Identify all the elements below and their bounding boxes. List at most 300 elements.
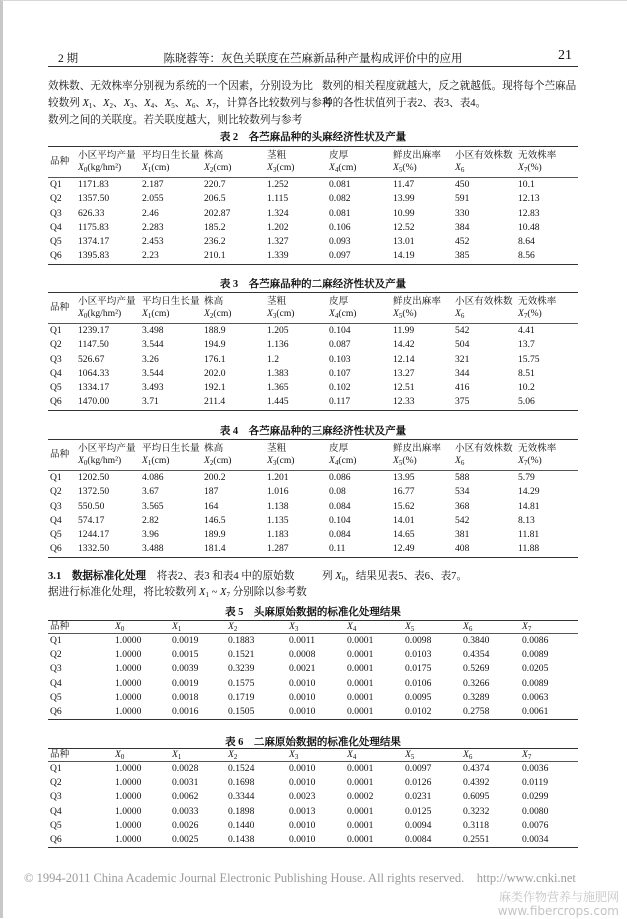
column-header	[520, 749, 578, 762]
variable: X	[463, 621, 469, 632]
column-header	[453, 147, 516, 178]
column-header	[327, 440, 391, 471]
value-cell: 3.488	[142, 543, 164, 555]
value-cell: 0.0001	[347, 635, 374, 646]
table-row	[48, 691, 578, 705]
variable-subscript: 0	[120, 753, 125, 761]
variety-cell: Q5	[50, 529, 62, 541]
unit: (cm)	[276, 308, 295, 319]
column-name: 平均日生长量	[142, 443, 200, 454]
value-cell: 0.0008	[289, 649, 316, 661]
issue-number: 2 期	[58, 53, 79, 65]
value-cell: 0.1575	[228, 677, 255, 689]
value-cell: 542	[455, 325, 470, 336]
variable: X	[393, 162, 399, 173]
value-cell: 591	[455, 193, 470, 205]
column-name: 茎粗	[267, 296, 287, 307]
value-cell: 1.0000	[115, 819, 142, 831]
cnki-link[interactable]: http://www.cnki.net	[476, 871, 576, 885]
unit: (cm)	[213, 162, 232, 173]
table-row	[48, 207, 578, 221]
variety-cell: Q5	[50, 819, 62, 831]
value-cell: 1175.83	[78, 221, 109, 233]
value-cell: 0.0103	[405, 649, 432, 661]
header-row	[48, 749, 578, 762]
value-cell: 0.0033	[172, 805, 199, 817]
value-cell: 5.79	[518, 472, 535, 483]
value-cell: 1.0000	[115, 691, 142, 703]
variable-subscript: 7	[523, 312, 528, 320]
value-cell: 1.287	[267, 543, 289, 555]
value-cell: 1.383	[267, 367, 289, 379]
column-name: 品种	[50, 621, 70, 632]
column-header	[265, 440, 327, 471]
value-cell: 0.081	[329, 179, 351, 190]
variable: X	[164, 98, 172, 109]
data-table-3	[48, 292, 578, 411]
watermark	[498, 890, 619, 918]
value-cell: 202.87	[204, 207, 231, 219]
value-cell: 164	[204, 500, 219, 512]
table-row	[48, 677, 578, 691]
value-cell: 0.0001	[347, 777, 374, 789]
text-run: 据进行标准化处理，将比较数列	[48, 587, 199, 598]
value-cell: 0.0106	[405, 677, 432, 689]
unit: (cm)	[213, 455, 232, 466]
table-row	[48, 662, 578, 676]
value-cell: 200.2	[204, 472, 226, 483]
column-header	[140, 440, 202, 471]
variable: X	[204, 308, 210, 319]
variable: X	[329, 162, 335, 173]
value-cell: 321	[455, 353, 470, 365]
variable-subscript: 0	[341, 575, 346, 583]
value-cell: 12.33	[393, 396, 415, 408]
column-name: 小区有效株数	[455, 150, 513, 161]
text-run: ，计算各比较数列与参考	[215, 98, 333, 109]
text-line	[48, 585, 307, 601]
variable-subscript: 1	[88, 102, 93, 110]
value-cell: 381	[455, 529, 470, 541]
value-cell: 0.4392	[463, 777, 490, 789]
column-header	[391, 293, 453, 324]
variable-subscript: 2	[233, 753, 238, 761]
section-3-1-left-column	[48, 569, 307, 601]
variable: X	[123, 98, 131, 109]
value-cell: 0.0034	[522, 834, 549, 846]
column-header	[265, 293, 327, 324]
value-cell: 10.1	[518, 179, 535, 190]
page-number: 21	[558, 48, 572, 63]
variety-cell: Q1	[50, 325, 62, 336]
column-header	[226, 749, 287, 762]
column-name: 皮厚	[329, 443, 349, 454]
value-cell: 0.2758	[463, 706, 490, 718]
variable: X	[204, 455, 210, 466]
variable-subscript: 0	[83, 312, 88, 320]
value-cell: 0.0080	[522, 805, 549, 817]
text-line	[322, 95, 578, 112]
value-cell: 452	[455, 236, 470, 248]
unit: (cm)	[151, 162, 170, 173]
value-cell: 0.0013	[289, 805, 316, 817]
variable-subscript: 4	[150, 102, 155, 110]
variable: X	[347, 749, 353, 760]
data-table-6	[48, 748, 578, 848]
value-cell: 416	[455, 382, 470, 394]
variable-subscript: 3	[294, 625, 299, 633]
unit: (kg/hm²)	[87, 162, 122, 173]
unit: (kg/hm²)	[87, 455, 122, 466]
value-cell: 11.88	[518, 543, 540, 555]
text-run: 、	[154, 98, 165, 109]
value-cell: 0.084	[329, 529, 351, 541]
value-cell: 1147.50	[78, 339, 109, 351]
value-cell: 1332.50	[78, 543, 110, 555]
watermark-line-2: www.fibercrops.com	[497, 904, 619, 918]
variable-subscript: 1	[147, 166, 152, 174]
unit: (cm)	[151, 455, 170, 466]
header-row	[48, 440, 578, 471]
value-cell: 2.055	[142, 193, 164, 205]
copyright-footer	[24, 871, 576, 886]
value-cell: 0.106	[329, 221, 351, 233]
value-cell: 0.0095	[405, 691, 432, 703]
value-cell: 14.29	[518, 486, 540, 498]
column-header	[516, 440, 578, 471]
header-row	[48, 147, 578, 178]
variable-subscript: 0	[120, 625, 125, 633]
value-cell: 1.0000	[115, 649, 142, 661]
variable: X	[172, 621, 178, 632]
unit: (%)	[402, 162, 417, 173]
value-cell: 0.0076	[522, 819, 549, 831]
variety-cell: Q4	[50, 805, 62, 817]
value-cell: 0.086	[329, 472, 351, 483]
value-cell: 1374.17	[78, 236, 110, 248]
variable-subscript: 5	[398, 312, 403, 320]
text-run: 、	[174, 98, 186, 109]
unit: (cm)	[338, 308, 357, 319]
value-cell: 10.2	[518, 382, 535, 394]
column-header	[140, 147, 202, 178]
variable: X	[347, 621, 353, 632]
column-name: 皮厚	[329, 296, 349, 307]
column-header	[202, 293, 265, 324]
value-cell: 2.187	[142, 179, 164, 190]
value-cell: 181.4	[204, 543, 226, 555]
value-cell: 14.42	[393, 339, 415, 351]
variety-cell: Q1	[50, 763, 62, 774]
variety-cell: Q4	[50, 221, 62, 233]
value-cell: 13.7	[518, 339, 535, 351]
value-cell: 0.0019	[172, 635, 199, 646]
table-row	[48, 528, 578, 542]
column-header	[76, 440, 140, 471]
column-name: 品种	[50, 156, 70, 167]
variable: X	[405, 749, 411, 760]
value-cell: 0.082	[329, 193, 351, 205]
value-cell: 0.1719	[228, 691, 255, 703]
variety-cell: Q3	[50, 791, 62, 803]
column-header	[345, 621, 403, 634]
variable: X	[78, 455, 84, 466]
variable: X	[219, 587, 227, 598]
value-cell: 1.0000	[115, 777, 142, 789]
value-cell: 1.0000	[115, 805, 142, 817]
value-cell: 408	[455, 543, 470, 555]
value-cell: 11.99	[393, 325, 415, 336]
variable-subscript: 2	[209, 312, 214, 320]
variable: X	[463, 749, 469, 760]
variable: X	[82, 98, 89, 109]
variable-subscript: 7	[523, 459, 528, 467]
variable: X	[228, 749, 234, 760]
variable-subscript: 2	[209, 459, 214, 467]
variable-subscript: 3	[294, 753, 299, 761]
value-cell: 1.0000	[115, 663, 142, 675]
value-cell: 1395.83	[78, 250, 110, 262]
column-header	[327, 147, 391, 178]
value-cell: 368	[455, 500, 470, 512]
column-header	[113, 749, 170, 762]
column-header	[48, 749, 113, 762]
table-caption: 表 6 二麻原始数据的标准化处理结果	[225, 737, 401, 748]
value-cell: 542	[455, 514, 470, 526]
value-cell: 344	[455, 367, 470, 379]
value-cell: 0.6095	[463, 791, 490, 803]
column-name: 茎粗	[267, 150, 287, 161]
value-cell: 3.544	[142, 339, 164, 351]
variable-subscript: 1	[147, 312, 152, 320]
value-cell: 1.183	[267, 529, 289, 541]
value-cell: 1.115	[267, 193, 289, 205]
value-cell: 11.47	[393, 179, 415, 190]
value-cell: 4.086	[142, 472, 164, 483]
variable: X	[522, 621, 528, 632]
value-cell: 8.56	[518, 250, 535, 262]
column-header	[170, 749, 226, 762]
variable-subscript: 2	[209, 166, 214, 174]
column-header	[453, 293, 516, 324]
unit: (%)	[402, 455, 417, 466]
table-row	[48, 833, 578, 848]
value-cell: 210.1	[204, 250, 226, 262]
value-cell: 1.016	[267, 486, 289, 498]
variable-subscript: 7	[527, 625, 532, 633]
variable-subscript: 1	[205, 591, 209, 599]
value-cell: 1202.50	[78, 472, 110, 483]
value-cell: 8.51	[518, 367, 535, 379]
value-cell: 1.0000	[115, 706, 142, 718]
variable-subscript: 3	[272, 459, 277, 467]
value-cell: 3.565	[142, 500, 164, 512]
column-header	[170, 621, 226, 634]
table-row	[48, 542, 578, 557]
text-run: 数列的相关程度就越大，反之就越低。现将每个苎麻品	[322, 81, 577, 92]
text-run: 、	[92, 98, 104, 109]
variable-subscript: 6	[460, 166, 465, 174]
column-header	[76, 147, 140, 178]
value-cell: 0.107	[329, 367, 351, 379]
value-cell: 3.96	[142, 529, 159, 541]
column-header	[461, 621, 520, 634]
variable-subscript: 2	[233, 625, 238, 633]
text-run: 、	[195, 98, 206, 109]
value-cell: 12.49	[393, 543, 415, 555]
variable: X	[267, 308, 273, 319]
variety-cell: Q1	[50, 635, 62, 646]
value-cell: 0.0126	[405, 777, 432, 789]
value-cell: 12.13	[518, 193, 540, 205]
value-cell: 550.50	[78, 500, 105, 512]
value-cell: 0.3239	[228, 663, 255, 675]
column-name: 小区有效株数	[455, 296, 513, 307]
value-cell: 4.41	[518, 325, 535, 336]
value-cell: 0.0094	[405, 819, 432, 831]
value-cell: 1171.83	[78, 179, 109, 190]
variable-subscript: 1	[177, 753, 182, 761]
variable-subscript: 1	[147, 459, 152, 467]
table-row	[48, 514, 578, 528]
value-cell: 1244.17	[78, 529, 110, 541]
column-name: 株高	[204, 296, 224, 307]
column-header	[48, 440, 76, 471]
value-cell: 0.0010	[289, 691, 316, 703]
data-table-5	[48, 620, 578, 720]
variable-subscript: 4	[334, 312, 339, 320]
column-name: 品种	[50, 302, 70, 313]
value-cell: 0.0231	[405, 791, 432, 803]
text-run: 较数列	[48, 98, 83, 109]
column-name: 茎粗	[267, 443, 287, 454]
value-cell: 330	[455, 207, 470, 219]
value-cell: 0.0097	[405, 763, 432, 774]
table-row	[48, 192, 578, 206]
table-row	[48, 805, 578, 819]
variety-cell: Q5	[50, 382, 62, 394]
variety-cell: Q4	[50, 514, 62, 526]
column-name: 小区平均产量	[78, 296, 136, 307]
value-cell: 1.339	[267, 250, 289, 262]
value-cell: 1.136	[267, 339, 289, 351]
variable: X	[228, 621, 234, 632]
variable-subscript: 7	[523, 166, 528, 174]
value-cell: 0.0010	[289, 819, 316, 831]
variety-cell: Q4	[50, 677, 62, 689]
column-header	[287, 621, 345, 634]
variable-subscript: 5	[171, 102, 175, 110]
variety-cell: Q6	[50, 250, 62, 262]
value-cell: 12.14	[393, 353, 415, 365]
value-cell: 1.324	[267, 207, 289, 219]
unit: (%)	[527, 162, 542, 173]
value-cell: 12.51	[393, 382, 415, 394]
value-cell: 1.0000	[115, 791, 142, 803]
text-run: 效株数、无效株率分别视为系统的一个因素，分别设为比	[48, 81, 313, 92]
value-cell: 1.202	[267, 221, 289, 233]
value-cell: 0.1883	[228, 635, 255, 646]
value-cell: 1470.00	[78, 396, 110, 408]
value-cell: 146.5	[204, 514, 226, 526]
unit: (%)	[527, 308, 542, 319]
table-row	[48, 634, 578, 649]
value-cell: 0.0084	[405, 834, 432, 846]
value-cell: 15.62	[393, 500, 415, 512]
column-header	[287, 749, 345, 762]
value-cell: 0.0102	[405, 706, 432, 718]
column-name: 无效株率	[518, 296, 557, 307]
value-cell: 189.9	[204, 529, 226, 541]
value-cell: 3.544	[142, 367, 164, 379]
value-cell: 1239.17	[78, 325, 110, 336]
value-cell: 0.0001	[347, 763, 374, 774]
variable: X	[518, 162, 524, 173]
value-cell: 0.1698	[228, 777, 255, 789]
variety-cell: Q6	[50, 543, 62, 555]
value-cell: 0.0175	[405, 663, 432, 675]
variable: X	[198, 587, 206, 598]
value-cell: 0.0021	[289, 663, 316, 675]
table-row	[48, 705, 578, 720]
table-caption: 表 3 各苎麻品种的二麻经济性状及产量	[219, 279, 407, 290]
table-row	[48, 776, 578, 790]
value-cell: 0.0026	[172, 819, 199, 831]
text-run: 种的各性状值列于表2、表3、表4。	[322, 98, 487, 109]
value-cell: 0.0001	[347, 805, 374, 817]
value-cell: 13.27	[393, 367, 415, 379]
value-cell: 14.01	[393, 514, 415, 526]
text-run: 数列之间的关联度。若关联度越大，则比较数列与参考	[48, 115, 303, 126]
value-cell: 13.01	[393, 236, 415, 248]
value-cell: 534	[455, 486, 470, 498]
value-cell: 0.0119	[522, 777, 549, 789]
value-cell: 0.0010	[289, 777, 316, 789]
value-cell: 0.2551	[463, 834, 490, 846]
value-cell: 1.327	[267, 236, 289, 248]
text-line	[322, 569, 578, 585]
column-name: 平均日生长量	[142, 150, 200, 161]
variety-cell: Q6	[50, 706, 62, 718]
value-cell: 0.3344	[228, 791, 255, 803]
column-header	[226, 621, 287, 634]
variable-subscript: 7	[226, 591, 230, 599]
value-cell: 10.99	[393, 207, 415, 219]
value-cell: 0.087	[329, 339, 351, 351]
value-cell: 11.81	[518, 529, 540, 541]
value-cell: 0.0061	[522, 706, 549, 718]
variable-subscript: 5	[410, 625, 415, 633]
variable: X	[142, 308, 148, 319]
value-cell: 0.1521	[228, 649, 255, 661]
value-cell: 0.4374	[463, 763, 490, 774]
column-header	[327, 293, 391, 324]
value-cell: 2.23	[142, 250, 159, 262]
value-cell: 0.0001	[347, 691, 374, 703]
variable: X	[185, 98, 192, 109]
variable: X	[142, 162, 148, 173]
value-cell: 504	[455, 339, 470, 351]
value-cell: 15.75	[518, 353, 540, 365]
value-cell: 194.9	[204, 339, 226, 351]
column-name: 株高	[204, 443, 224, 454]
table-caption: 表 4 各苎麻品种的三麻经济性状及产量	[219, 426, 407, 437]
value-cell: 385	[455, 250, 470, 262]
variable-subscript: 3	[272, 312, 277, 320]
value-cell: 0.0010	[289, 834, 316, 846]
variable: X	[115, 749, 121, 760]
variable: X	[518, 455, 524, 466]
